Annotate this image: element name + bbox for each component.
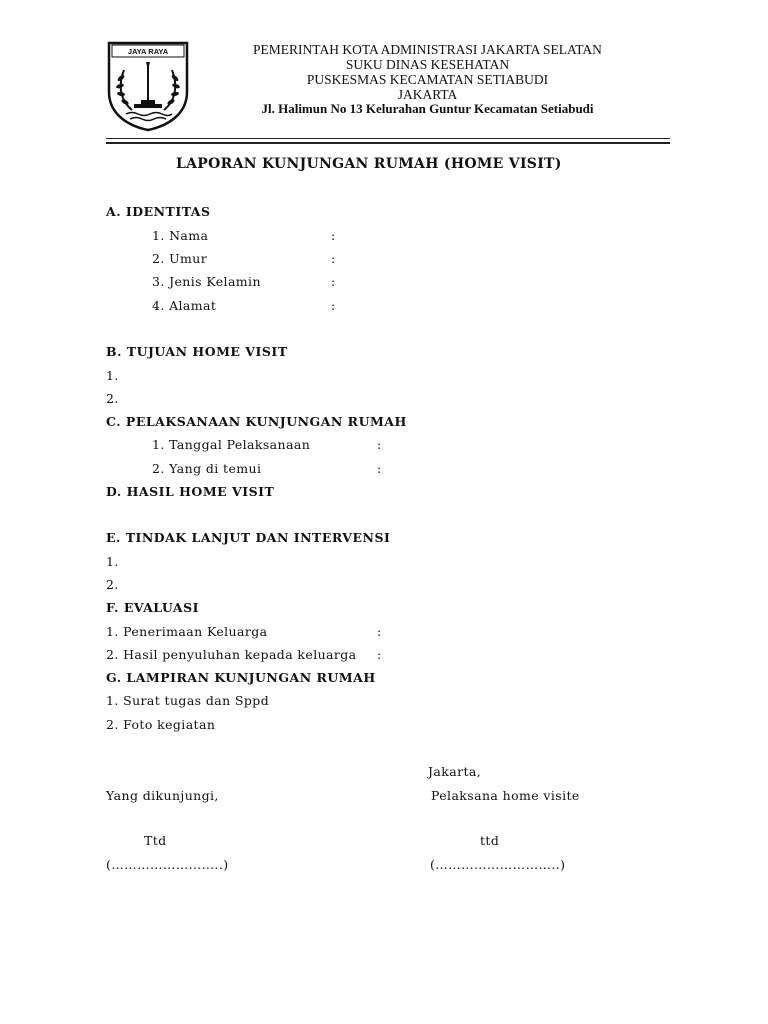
- signature-right-role: Pelaksana home visite: [431, 788, 580, 803]
- evaluation-counseling-label: 2. Hasil penyuluhan kepada keluarga: [106, 647, 357, 662]
- letterhead-divider-thin: [106, 138, 670, 139]
- section-c-heading: C. PELAKSANAAN KUNJUNGAN RUMAH: [106, 414, 407, 429]
- evaluation-counseling-colon: :: [377, 647, 382, 662]
- identity-age-label: 2. Umur: [152, 251, 208, 266]
- signature-left-role: Yang dikunjungi,: [106, 788, 219, 803]
- header-department-line: SUKU DINAS KESEHATAN: [345, 57, 510, 72]
- identity-gender-colon: :: [331, 274, 336, 289]
- evaluation-acceptance-label: 1. Penerimaan Keluarga: [106, 624, 268, 639]
- followup-item-2: 2.: [106, 577, 119, 592]
- signature-left-name-blank: (……………………..): [106, 857, 229, 872]
- purpose-item-1: 1.: [106, 368, 119, 383]
- identity-gender-label: 3. Jenis Kelamin: [152, 274, 261, 289]
- identity-name-label: 1. Nama: [152, 228, 209, 243]
- purpose-item-2: 2.: [106, 391, 119, 406]
- attachment-item-2: 2. Foto kegiatan: [106, 717, 216, 732]
- section-e-heading: E. TINDAK LANJUT DAN INTERVENSI: [106, 530, 391, 545]
- visit-date-label: 1. Tanggal Pelaksanaan: [152, 437, 311, 452]
- identity-address-label: 4. Alamat: [152, 298, 217, 313]
- section-d-heading: D. HASIL HOME VISIT: [106, 484, 275, 499]
- letterhead-divider-thick: [106, 142, 670, 144]
- header-puskesmas-line: PUSKESMAS KECAMATAN SETIABUDI: [306, 72, 549, 87]
- document-title: LAPORAN KUNJUNGAN RUMAH (HOME VISIT): [176, 156, 562, 172]
- header-government-line: PEMERINTAH KOTA ADMINISTRASI JAKARTA SELATAN: [253, 42, 602, 57]
- city-crest-logo: [106, 40, 190, 132]
- identity-age-colon: :: [331, 251, 336, 266]
- identity-address-colon: :: [331, 298, 336, 313]
- signature-right-ttd: ttd: [480, 833, 500, 848]
- identity-name-colon: :: [331, 228, 336, 243]
- signature-place-date: Jakarta,: [428, 764, 482, 779]
- section-g-heading: G. LAMPIRAN KUNJUNGAN RUMAH: [106, 670, 376, 685]
- evaluation-acceptance-colon: :: [377, 624, 382, 639]
- section-f-heading: F. EVALUASI: [106, 600, 199, 615]
- logo-motto-text: JAYA RAYA: [127, 47, 169, 56]
- signature-left-ttd: Ttd: [144, 833, 167, 848]
- header-city-line: JAKARTA: [397, 87, 458, 102]
- signature-right-name-blank: (………………………..): [430, 857, 566, 872]
- section-b-heading: B. TUJUAN HOME VISIT: [106, 344, 288, 359]
- followup-item-1: 1.: [106, 554, 119, 569]
- visit-met-colon: :: [377, 461, 382, 476]
- visit-met-label: 2. Yang di temui: [152, 461, 262, 476]
- header-address-line: Jl. Halimun No 13 Kelurahan Guntur Kecamatan Setiabudi: [261, 101, 594, 116]
- section-a-heading: A. IDENTITAS: [106, 204, 211, 219]
- visit-date-colon: :: [377, 437, 382, 452]
- attachment-item-1: 1. Surat tugas dan Sppd: [106, 693, 270, 708]
